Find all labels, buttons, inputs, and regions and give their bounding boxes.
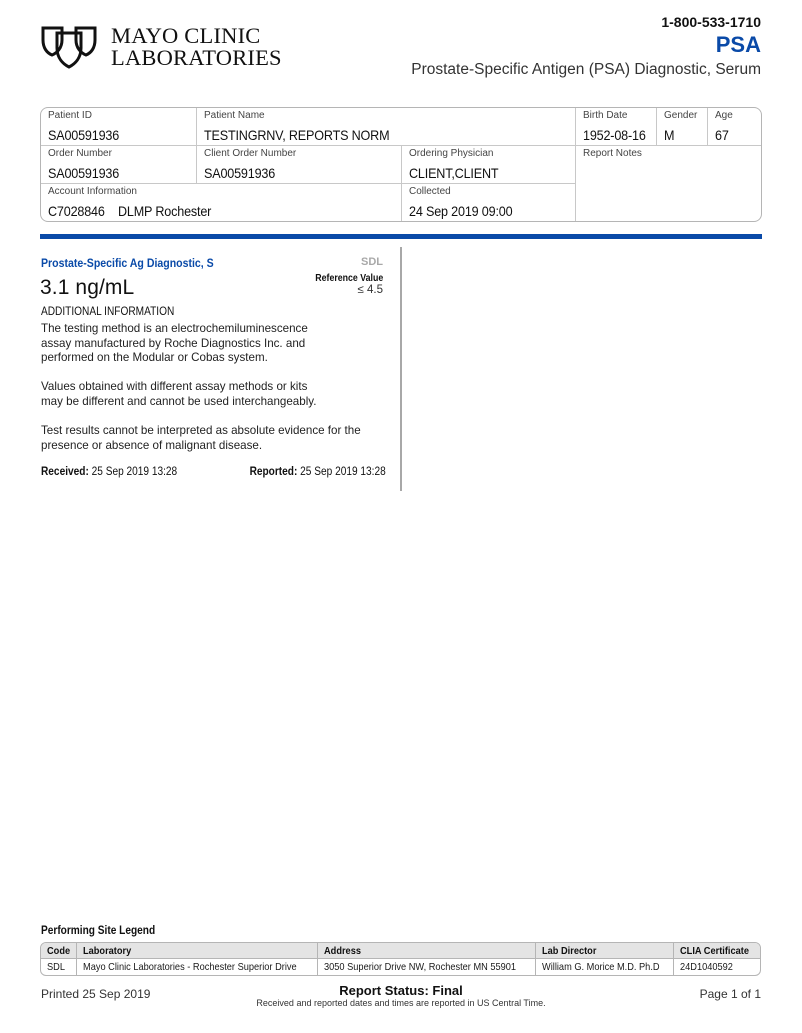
info-line: performed on the Modular or Cobas system.	[41, 351, 268, 365]
order-number-cell	[41, 146, 197, 184]
printed-date: Printed 25 Sep 2019	[41, 987, 151, 1001]
page-number: Page 1 of 1	[699, 987, 761, 1001]
test-code: PSA	[715, 32, 761, 57]
legend-cell-lab-director: William G. Morice M.D. Ph.D	[536, 959, 674, 975]
info-line: The testing method is an electrochemiluminescence	[41, 322, 308, 335]
test-name: Prostate-Specific Antigen (PSA) Diagnostic, Serum	[411, 61, 761, 78]
reported-label: Reported:	[249, 466, 298, 478]
section-divider-bar	[40, 234, 762, 239]
patient-id-cell	[41, 108, 197, 146]
gender-cell	[657, 108, 708, 146]
phone-number: 1-800-533-1710	[661, 14, 761, 30]
legend-col-address: Address	[318, 943, 536, 958]
ordering-physician-cell	[402, 146, 576, 184]
gender-value: M	[664, 127, 675, 143]
collected-value: 24 Sep 2019 09:00	[409, 203, 513, 219]
reported-value: 25 Sep 2019 13:28	[300, 466, 386, 478]
account-information-label: Account Information	[48, 186, 137, 197]
timezone-note: Received and reported dates and times are reported in US Central Time.	[256, 998, 546, 1008]
received-value: 25 Sep 2019 13:28	[91, 466, 178, 478]
result-site-code: SDL	[361, 256, 383, 268]
ordering-physician-label: Ordering Physician	[409, 148, 494, 159]
table-row	[41, 959, 760, 975]
order-number-value: SA00591936	[48, 165, 120, 181]
info-paragraph-2	[41, 380, 401, 409]
legend-cell-address: 3050 Superior Drive NW, Rochester MN 55901	[318, 959, 536, 975]
patient-name-label: Patient Name	[204, 110, 265, 121]
info-paragraph-1	[41, 322, 401, 366]
legend-col-laboratory: Laboratory	[77, 943, 318, 958]
reported-date	[250, 466, 386, 478]
account-information-cell	[41, 184, 402, 222]
legend-cell-code: SDL	[41, 959, 77, 975]
legend-col-code: Code	[41, 943, 77, 958]
brand-name	[111, 25, 282, 69]
performing-site-legend-table	[40, 942, 761, 976]
received-date	[41, 466, 177, 478]
legend-cell-laboratory: Mayo Clinic Laboratories - Rochester Superior Drive	[77, 959, 318, 975]
legend-header-row	[41, 943, 760, 959]
client-order-number-cell	[197, 146, 402, 184]
info-line: Test results cannot be interpreted as absolute evidence for the	[41, 424, 361, 437]
account-information-value: C7028846 DLMP Rochester	[48, 203, 212, 219]
patient-id-value: SA00591936	[48, 127, 120, 143]
order-number-label: Order Number	[48, 148, 112, 159]
client-order-number-value: SA00591936	[204, 165, 276, 181]
legend-title: Performing Site Legend	[41, 925, 156, 937]
patient-id-label: Patient ID	[48, 110, 92, 121]
info-line: presence or absence of malignant disease.	[41, 438, 263, 452]
patient-name-cell	[197, 108, 576, 146]
brand-line-2: LABORATORIES	[111, 45, 282, 70]
result-column-divider	[400, 247, 402, 491]
info-line: Values obtained with different assay methods or kits	[41, 380, 308, 393]
result-title: Prostate-Specific Ag Diagnostic, S	[41, 256, 214, 270]
report-notes-label: Report Notes	[583, 148, 642, 159]
birth-date-label: Birth Date	[583, 110, 628, 121]
info-line: may be different and cannot be used interchangeably.	[41, 394, 317, 408]
reference-value: ≤ 4.5	[357, 284, 383, 296]
patient-name-value: TESTINGRNV, REPORTS NORM	[204, 127, 390, 143]
legend-cell-clia: 24D1040592	[680, 961, 733, 973]
patient-info-box	[40, 107, 762, 222]
age-value: 67	[715, 127, 729, 143]
age-cell	[708, 108, 762, 146]
mayo-shields-icon	[40, 24, 98, 70]
age-label: Age	[715, 110, 733, 121]
client-order-number-label: Client Order Number	[204, 148, 297, 159]
info-line: assay manufactured by Roche Diagnostics Inc. and	[41, 336, 306, 350]
collected-label: Collected	[409, 186, 451, 197]
birth-date-cell	[576, 108, 657, 146]
report-notes-cell	[576, 146, 762, 222]
report-header-info	[411, 13, 761, 80]
info-paragraph-3	[41, 424, 401, 453]
legend-col-lab-director: Lab Director	[536, 943, 674, 958]
gender-label: Gender	[664, 110, 698, 121]
collected-cell	[402, 184, 576, 222]
report-status: Report Status: Final	[339, 983, 463, 998]
result-value: 3.1 ng/mL	[40, 276, 135, 299]
reference-value-label: Reference Value	[315, 273, 383, 284]
ordering-physician-value: CLIENT,CLIENT	[409, 165, 499, 181]
additional-info-heading: ADDITIONAL INFORMATION	[41, 306, 175, 318]
received-label: Received:	[41, 466, 89, 478]
legend-col-clia: CLIA Certificate	[680, 945, 749, 957]
mayo-clinic-logo	[40, 23, 282, 70]
birth-date-value: 1952-08-16	[583, 127, 646, 143]
brand-line-1: MAYO CLINIC	[111, 23, 261, 48]
